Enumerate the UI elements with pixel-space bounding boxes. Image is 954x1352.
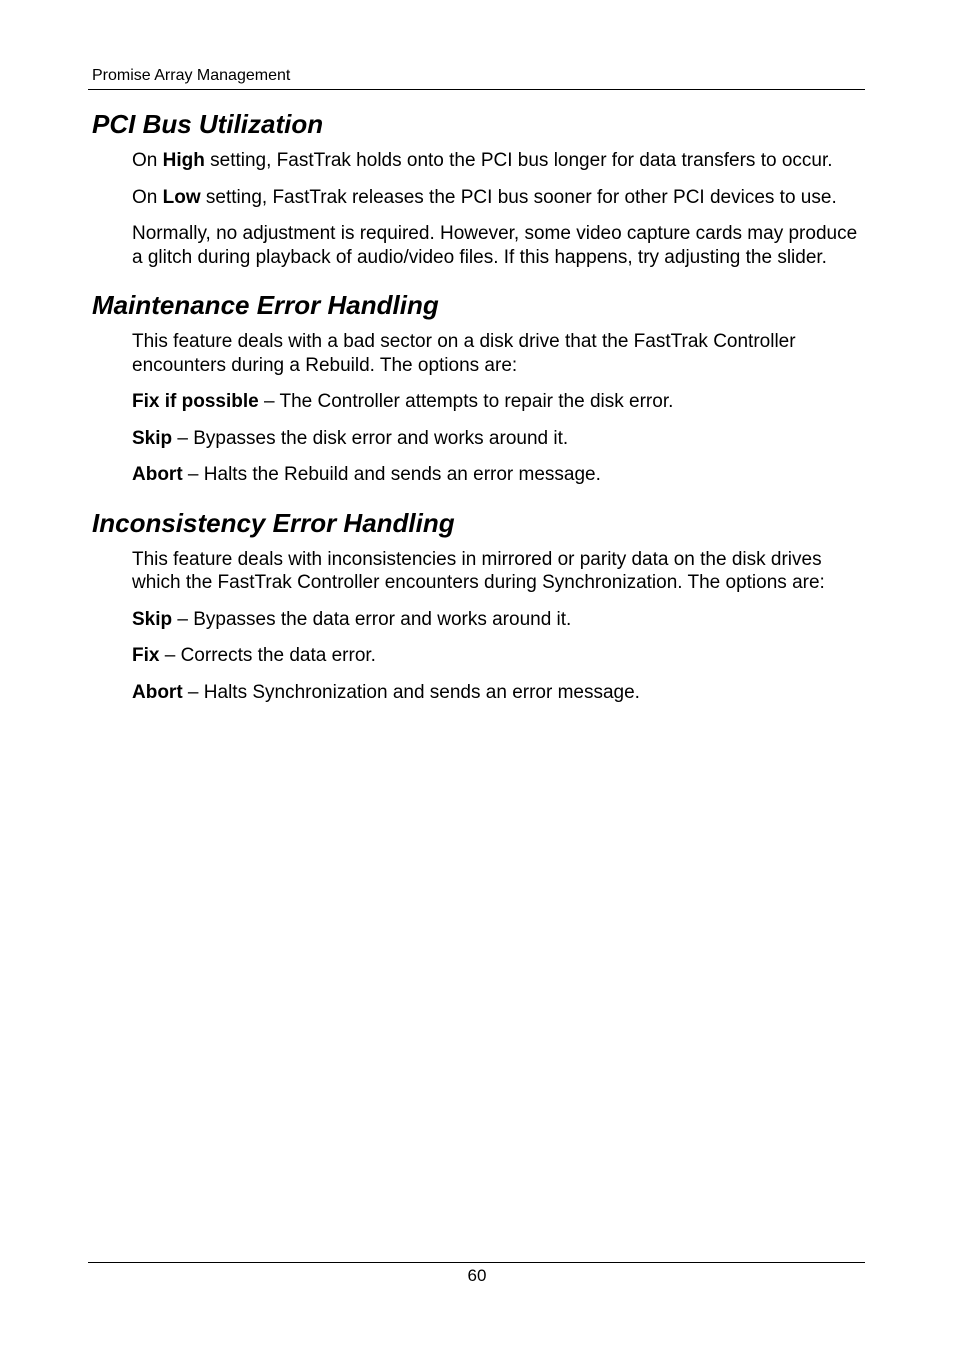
option-description: – Corrects the data error. xyxy=(159,645,376,666)
running-header: Promise Array Management xyxy=(92,67,291,84)
section-title-inconsistency-error-handling: Inconsistency Error Handling xyxy=(92,507,455,538)
text-run: This feature deals with a bad sector on a disk drive that the FastTrak Controller encounters during a Rebuild. The options are: xyxy=(132,331,796,376)
option-item xyxy=(132,608,862,632)
option-label: Abort xyxy=(132,464,183,485)
header-rule xyxy=(88,89,865,90)
text-run: This feature deals with inconsistencies in mirrored or parity data on the disk drives which the FastTrak Controller encounters during Synchronization. The options are: xyxy=(132,548,825,593)
bold-term: High xyxy=(162,150,205,171)
bold-term: Low xyxy=(162,186,201,208)
text-run: setting, FastTrak holds onto the PCI bus longer for data transfers to occur. xyxy=(204,150,833,171)
option-label: Abort xyxy=(132,681,183,703)
option-item xyxy=(132,463,862,487)
option-item xyxy=(132,644,862,668)
option-description: – Halts Synchronization and sends an error message. xyxy=(182,681,640,703)
option-description: – Bypasses the disk error and works around it. xyxy=(172,427,569,449)
option-label: Fix xyxy=(132,645,160,666)
text-run: setting, FastTrak releases the PCI bus sooner for other PCI devices to use. xyxy=(200,186,837,208)
option-item xyxy=(132,427,862,451)
text-run: On xyxy=(132,186,163,208)
footer-rule xyxy=(88,1262,865,1263)
section-title-maintenance-error-handling: Maintenance Error Handling xyxy=(92,290,439,320)
option-label: Skip xyxy=(132,427,173,449)
paragraph xyxy=(132,222,862,269)
paragraph xyxy=(132,548,862,595)
option-description: – Halts the Rebuild and sends an error message. xyxy=(182,464,601,485)
text-run: Normally, no adjustment is required. However, some video capture cards may produce a glitch during playback of audio/video files. If this happens, try adjusting the slider. xyxy=(132,223,858,268)
option-label: Fix if possible xyxy=(132,391,259,412)
page-number: 60 xyxy=(467,1266,487,1285)
option-item xyxy=(132,681,862,705)
page-content xyxy=(92,108,862,704)
option-label: Skip xyxy=(132,608,173,630)
paragraph xyxy=(132,186,862,210)
option-description: – The Controller attempts to repair the disk error. xyxy=(258,391,674,412)
section-title-pci-bus-utilization: PCI Bus Utilization xyxy=(92,109,324,139)
option-item xyxy=(132,390,862,414)
paragraph xyxy=(132,149,862,173)
paragraph xyxy=(132,330,862,377)
text-run: On xyxy=(132,150,163,171)
option-description: – Bypasses the data error and works around it. xyxy=(172,608,572,630)
